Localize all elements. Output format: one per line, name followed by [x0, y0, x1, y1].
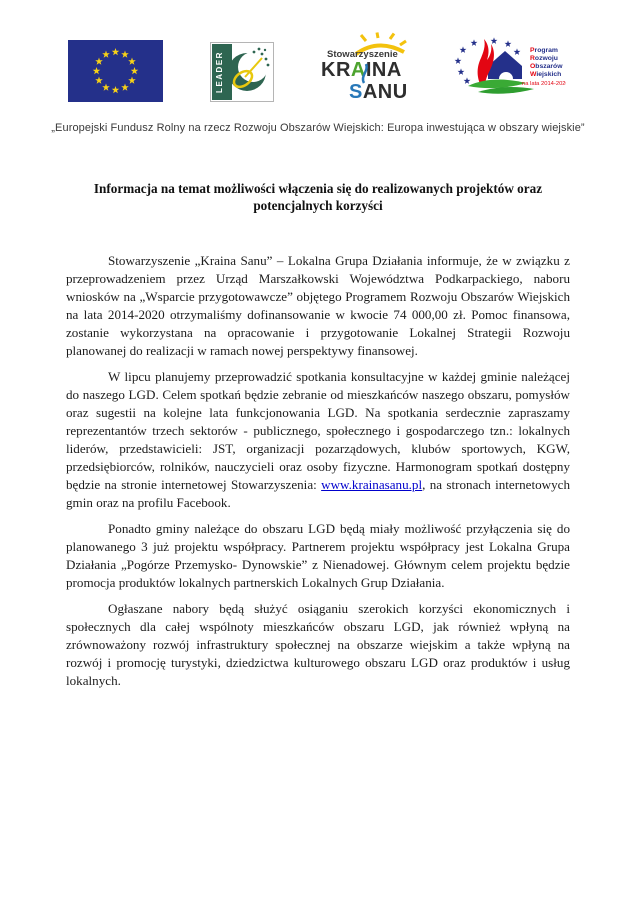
document-body — [66, 252, 570, 690]
kraina-sub-text: SANU — [349, 81, 408, 103]
prow-text-block — [522, 47, 566, 87]
svg-text:Wiejskich: Wiejskich — [530, 71, 562, 78]
funding-caption: „Europejski Fundusz Rolny na rzecz Rozwoju Obszarów Wiejskich: Europa inwestująca w obszary wiejskie” — [51, 122, 585, 134]
paragraph-1: Stowarzyszenie „Kraina Sanu” – Lokalna Grupa Działania informuje, że w związku z przeprowadzeniem przez Urząd Marszałkowski Województwa Podkarpackiego, naboru wniosków na „Wsparcie przygotowawcze” objętego Programem Rozwoju Obszarów Wiejskich na lata 2014-2020 otrzymaliśmy dofinansowanie w kwocie 74 000,00 zł. Pomoc finansowa, zostanie wykorzystana na opracowanie i przygotowanie Lokalnej Strategii Rozwoju planowanej do realizacji w ramach nowej perspektywy finansowej. — [66, 253, 570, 358]
svg-text:Obszarów: Obszarów — [530, 63, 563, 70]
kraina-sanu-logo — [320, 32, 422, 109]
paragraph-2-text-before: W lipcu planujemy przeprowadzić spotkania konsultacyjne w każdej gminie należącej do naszego LGD. Celem spotkań będzie zebranie od mieszkańców naszego obszaru, pomysłów oraz sugestii na kolejne lata funkcjonowania LGD. Na spotkania serdecznie zapraszamy reprezentantów trzech sektorów - publicznego, społecznego i gospodarczego tzn.: lokalnych liderów, przedstawicieli: JST, organizacji pozarządowych, klubów sportowych, KGW, przedsiębiorców, rolników, nauczycieli oraz osoby fizyczne. Harmonogram spotkań dostępny będzie na stronie internetowej Stowarzyszenia: — [66, 369, 570, 492]
svg-text:Rozwoju: Rozwoju — [530, 55, 558, 62]
page-title: Informacja na temat możliwości włączenia się do realizowanych projektów oraz potencjalnych korzyści — [93, 181, 543, 213]
field-icon — [468, 80, 526, 89]
leader-logo — [210, 42, 274, 107]
kraina-top-text: Stowarzyszenie — [327, 49, 398, 60]
paragraph-2-text-after: , na stronach internetowych gmin oraz na profilu Facebook. — [66, 477, 571, 510]
leader-logo-text: LEADER — [215, 51, 224, 93]
eu-flag-logo — [68, 40, 163, 107]
logo-band — [0, 34, 636, 112]
paragraph-3: Ponadto gminy należące do obszaru LGD będą miały możliwość przyłączenia się do planowanego 3 już projektu współpracy. Partnerem projektu współpracy jest Lokalna Grupa Działania „Pogórze Przemysko- Dynowskie” z Nienadowej. Głównym celem projektu będzie promocja produktów lokalnych partnerskich Lokalnych Grup Działania. — [66, 521, 570, 590]
prow-period-text: na lata 2014-2020 — [522, 81, 566, 87]
svg-text:Program: Program — [530, 47, 558, 54]
prow-logo — [450, 36, 566, 103]
paragraph-4: Ogłaszane nabory będą służyć osiąganiu szerokich korzyści ekonomicznych i społecznych dla całej wspólnoty mieszkańców obszaru LGD, jak również wpłyną na zrównoważony rozwój infrastruktury społecznej na obszarze wiejskim a także wpłyną na rozwój i promocję turystyki, dziedzictwa kulturowego obszaru LGD oraz produktów i usług lokalnych. — [66, 601, 570, 688]
krainasanu-link[interactable]: www.krainasanu.pl — [321, 477, 423, 492]
paragraph-2 — [66, 368, 570, 512]
kraina-main-text: KRAINA — [321, 59, 402, 81]
